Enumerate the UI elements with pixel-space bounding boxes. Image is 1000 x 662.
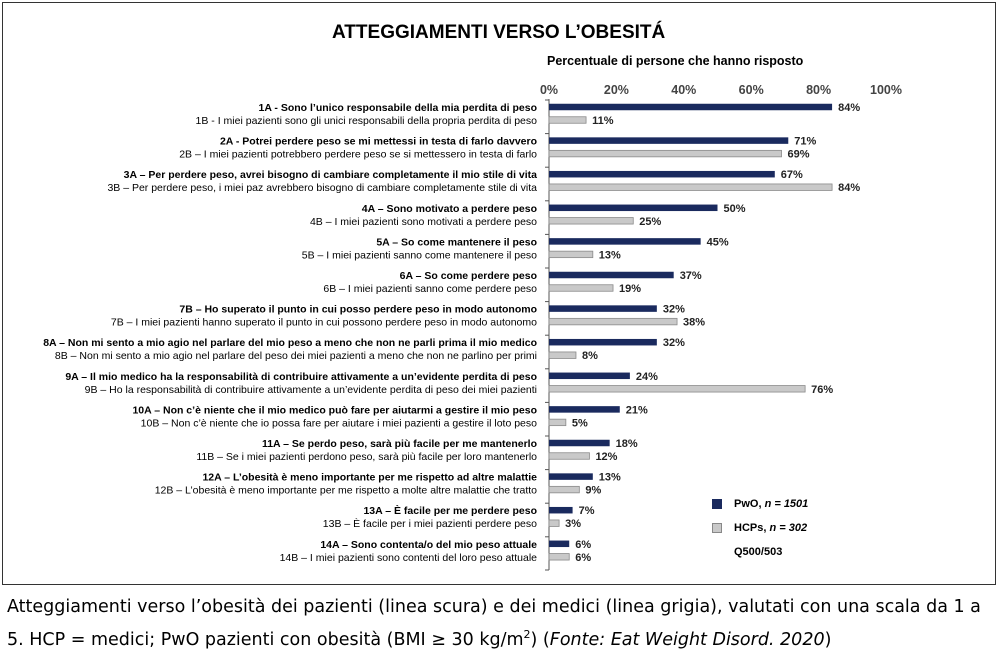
category-label-b: 10B – Non c’è niente che io possa fare per aiutare i miei pazienti a gestire il loto peso — [140, 417, 537, 430]
category-label-a: 14A – Sono contenta/o del mio peso attuale — [320, 538, 537, 551]
chart-subtitle: Percentuale di persone che hanno risposto — [547, 54, 804, 68]
bar-pwo — [549, 171, 775, 178]
legend-item-pwo — [712, 497, 808, 511]
caption-superscript: 2 — [523, 628, 531, 641]
bar-hcp — [549, 117, 586, 124]
category-label-a: 5A – So come mantenere il peso — [376, 236, 537, 249]
data-label-pwo: 32% — [662, 303, 685, 316]
x-tick-label: 0% — [539, 83, 559, 97]
category-label-b: 3B – Per perdere peso, i miei paz avrebbero bisogno di cambiare completamente stile di vita — [107, 182, 537, 195]
bar-hcp — [549, 520, 559, 527]
data-label-hcp: 69% — [787, 148, 810, 161]
x-tick-label: 40% — [671, 83, 697, 97]
bar-hcp — [549, 453, 589, 460]
data-label-hcp: 5% — [571, 417, 588, 430]
figure-caption — [7, 594, 997, 654]
category-label-a: 7B – Ho superato il punto in cui posso perdere peso in modo autonomo — [179, 303, 537, 316]
data-label-pwo: 6% — [575, 538, 592, 551]
category-label-b: 1B - I miei pazienti sono gli unici responsabili della propria perdita di peso — [195, 115, 537, 127]
category-label-a: 3A – Per perdere peso, avrei bisogno di cambiare completamente il mio stile di vita — [123, 169, 537, 182]
category-label-b: 13B – È facile per i miei pazienti perdere peso — [322, 518, 537, 531]
bar-hcp — [549, 251, 593, 258]
data-label-hcp: 3% — [565, 518, 582, 531]
data-label-hcp: 6% — [575, 551, 592, 564]
bar-hcp — [549, 218, 633, 225]
data-label-pwo: 71% — [794, 135, 817, 148]
bar-pwo — [549, 473, 593, 480]
data-label-pwo: 67% — [780, 169, 803, 182]
category-label-a: 6A – So come perdere peso — [399, 270, 537, 282]
legend-label-hcp: HCPs, — [734, 522, 770, 535]
data-label-hcp: 12% — [595, 451, 618, 463]
bar-hcp — [549, 352, 576, 359]
category-label-b: 7B – I miei pazienti hanno superato il punto in cui possono perdere peso in modo autonomo — [110, 316, 537, 329]
data-label-pwo: 37% — [679, 270, 702, 282]
bar-pwo — [549, 339, 657, 346]
bar-pwo — [549, 440, 610, 447]
chart-title: ATTEGGIAMENTI VERSO L’OBESITÁ — [332, 22, 666, 43]
data-label-pwo: 32% — [662, 337, 685, 350]
data-label-hcp: 25% — [639, 215, 662, 228]
category-label-a: 9A – Il mio medico ha la responsabilità di contribuire attivamente a un’evidente perdita di peso — [65, 370, 537, 383]
legend-item-hcp — [712, 521, 807, 535]
legend-n-hcp: n = 302 — [769, 522, 808, 535]
caption-text-3: ) — [824, 629, 832, 650]
category-label-b: 2B – I miei pazienti potrebbero perdere peso se si mettessero in testa di farlo — [179, 148, 537, 161]
caption-text: Atteggiamenti verso l’obesità dei pazienti (linea scura) e dei medici (linea grigia), valutati con una scala da 1 a 5. HCP = medici; PwO pazienti con obesità (BMI ≥ 30 kg/m — [7, 597, 981, 650]
category-label-b: 8B – Non mi sento a mio agio nel parlare del peso dei miei pazienti a meno che non ne parlino per primi — [54, 350, 537, 363]
bar-pwo — [549, 373, 630, 380]
category-label-b: 12B – L’obesità è meno importante per me rispetto a molte altre malattie che tratto — [154, 484, 537, 497]
category-label-a: 4A – Sono motivato a perdere peso — [361, 202, 537, 215]
x-tick-label: 60% — [738, 83, 764, 97]
x-tick-label: 100% — [870, 83, 902, 97]
data-label-hcp: 9% — [585, 484, 602, 497]
bar-pwo — [549, 305, 657, 312]
category-label-b: 11B – Se i miei pazienti perdono peso, sarà più facile per loro mantenerlo — [196, 451, 537, 463]
caption-source: Fonte: Eat Weight Disord. 2020 — [549, 629, 825, 650]
bar-hcp — [549, 486, 579, 493]
legend-swatch-pwo — [712, 499, 722, 509]
bar-hcp — [549, 386, 805, 393]
bar-hcp — [549, 554, 569, 561]
data-label-pwo: 45% — [706, 236, 729, 249]
category-label-a: 10A – Non c’è niente che il mio medico può fare per aiutarmi a gestire il mio peso — [132, 404, 537, 417]
bar-hcp — [549, 419, 566, 426]
data-label-hcp: 13% — [598, 249, 621, 262]
legend-swatch-hcp — [712, 523, 722, 533]
category-label-a: 13A – È facile per me perdere peso — [363, 505, 537, 518]
data-label-hcp: 19% — [619, 283, 642, 295]
category-label-b: 6B – I miei pazienti sanno come perdere peso — [323, 283, 537, 295]
bar-pwo — [549, 541, 569, 548]
x-tick-label: 20% — [603, 83, 629, 97]
data-label-pwo: 24% — [635, 370, 658, 383]
category-label-b: 5B – I miei pazienti sanno come mantenere il peso — [301, 249, 537, 262]
data-label-hcp: 11% — [592, 115, 614, 127]
category-label-b: 14B – I miei pazienti sono contenti del loro peso attuale — [279, 551, 537, 564]
category-label-b: 4B – I miei pazienti sono motivati a perdere peso — [309, 215, 537, 228]
bar-pwo — [549, 507, 573, 514]
category-label-a: 12A – L’obesità è meno importante per me rispetto ad altre malattie — [202, 471, 537, 484]
data-label-hcp: 84% — [838, 182, 861, 195]
bar-pwo — [549, 272, 674, 279]
legend-note: Q500/503 — [734, 546, 783, 558]
bar-hcp — [549, 285, 613, 292]
data-label-pwo: 18% — [615, 438, 638, 450]
bar-pwo — [549, 205, 718, 212]
category-label-b: 9B – Ho la responsabilità di contribuire attivamente a un’evidente perdita di peso dei miei pazienti — [84, 383, 537, 396]
bar-pwo — [549, 137, 788, 144]
category-label-a: 8A – Non mi sento a mio agio nel parlare del mio peso a meno che non ne parli prima il mio medico — [43, 337, 537, 350]
category-label-a: 11A – Se perdo peso, sarà più facile per me mantenerlo — [261, 438, 537, 450]
data-label-pwo: 13% — [598, 471, 621, 484]
data-label-pwo: 50% — [723, 202, 746, 215]
data-label-hcp: 8% — [581, 350, 598, 363]
bar-pwo — [549, 406, 620, 413]
data-label-pwo: 84% — [838, 102, 861, 114]
data-label-hcp: 38% — [683, 316, 706, 329]
bar-hcp — [549, 318, 677, 325]
data-label-pwo: 21% — [625, 404, 648, 417]
category-label-a: 2A - Potrei perdere peso se mi mettessi in testa di farlo davvero — [219, 135, 537, 148]
caption-text-2: ) ( — [530, 629, 550, 650]
legend-label-pwo: PwO, — [734, 498, 765, 511]
data-label-pwo: 7% — [578, 505, 595, 518]
bar-pwo — [549, 104, 832, 111]
category-label-a: 1A - Sono l’unico responsabile della mia perdita di peso — [258, 102, 537, 114]
x-tick-label: 80% — [806, 83, 832, 97]
bar-hcp — [549, 150, 782, 157]
bar-hcp — [549, 184, 832, 191]
data-label-hcp: 76% — [811, 383, 834, 396]
legend-n-pwo: n = 1501 — [764, 498, 809, 511]
bar-pwo — [549, 238, 701, 245]
